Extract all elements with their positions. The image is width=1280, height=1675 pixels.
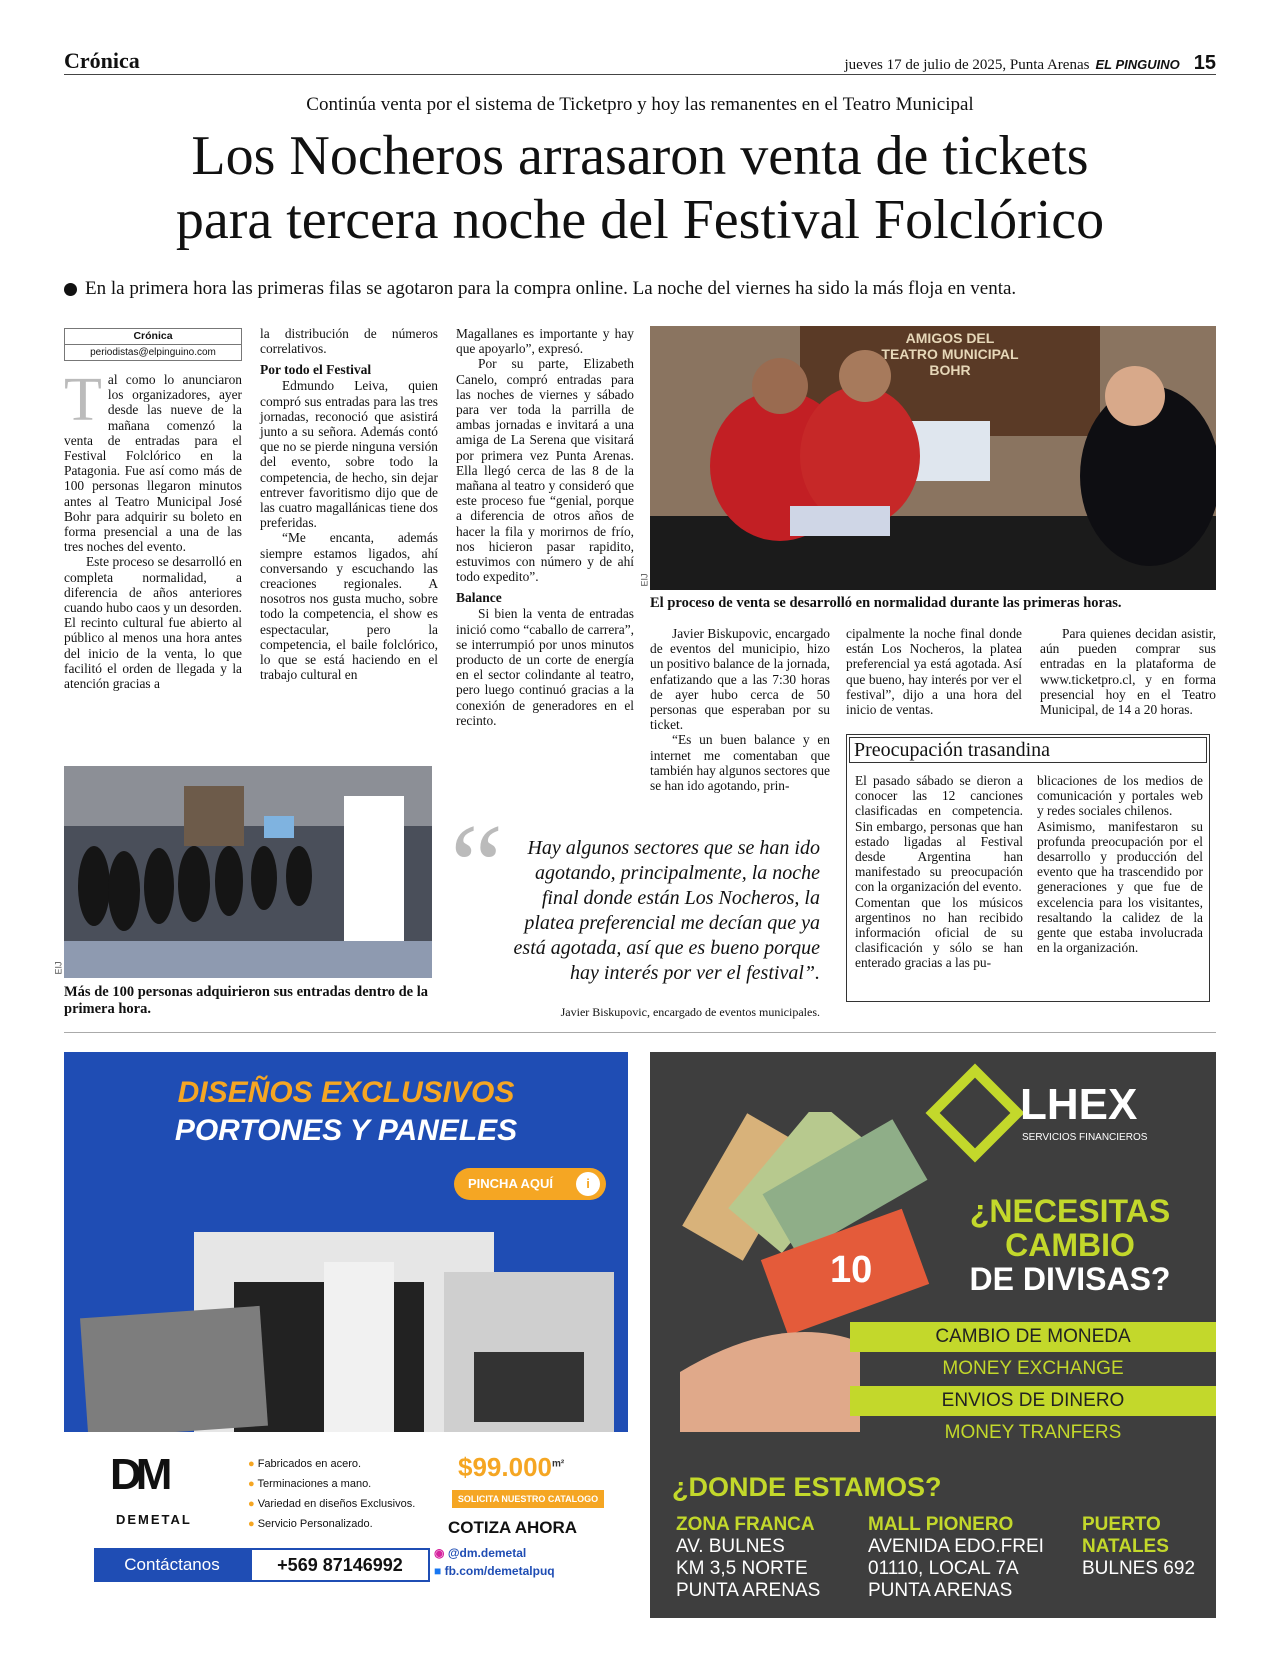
facebook-link[interactable]: ■ fb.com/demetalpuq: [434, 1564, 555, 1578]
banknotes-illustration: [660, 1112, 940, 1432]
check-icon: ●: [248, 1478, 255, 1490]
paragraph: Tal como lo anunciaron los organizadores, ayer desde las nueve de la mañana comenzó la venta de entradas para el Festival Folclórico en la Patagonia. Fue así como más de 100 personas llegaron minutos antes al Teatro Municipal José Bohr para adquirir su boleto en forma presencial a una de las tres noches del evento.: [64, 366, 242, 555]
paragraph: la distribución de números correlativos.: [260, 326, 438, 357]
ad-lhex[interactable]: [650, 1052, 1216, 1618]
quote-author: Javier Biskupovic, encargado de eventos municipales.: [560, 1005, 820, 1019]
banknote-value: 10: [830, 1249, 873, 1291]
photo-queue: [64, 766, 432, 978]
paragraph: cipalmente la noche final donde están Los Nocheros, la platea preferencial ya está agotada. Así que bueno, hay interés por ver el festival”, dijo a una hora del inicio de ventas.: [846, 626, 1022, 718]
byline-name: Crónica: [65, 329, 241, 345]
instagram-link[interactable]: ◉ @dm.demetal: [434, 1546, 527, 1560]
price: $\$99.000^{m^2}$: [458, 1452, 565, 1482]
pincha-button[interactable]: PINCHA AQUÍ i: [454, 1168, 606, 1200]
photo-caption: El proceso de venta se desarrolló en normalidad durante las primeras horas.: [650, 595, 1122, 611]
feature-list: [248, 1454, 415, 1534]
feature-item: ● Servicio Personalizado.: [248, 1518, 373, 1530]
pull-quote: Hay algunos sectores que se han ido agotando, principalmente, la noche final donde están Los Nocheros, la platea preferencial me decían que ya está agotada, así que es bueno porque hay interés por ver el festival”.: [513, 837, 820, 984]
info-icon: i: [576, 1172, 600, 1196]
headline-line-1: Los Nocheros arrasaron venta de tickets: [191, 125, 1089, 187]
quote-mark-icon: “: [450, 799, 504, 932]
paragraph: Por su parte, Elizabeth Canelo, compró entradas para las noches de viernes y sábado para ver toda la parrilla de ambas jornadas e invitará a una amiga de La Serena que visitará por primera vez Punta Arenas. Ella llegó cerca de las 8 de la mañana al teatro y consideró que este proceso fue “genial, porque a diferencia de otros años de hacer la fila y morirnos de frío, nos hicieron pasar rapidito, estuvimos con número y de ahí todo expedito”.: [456, 356, 634, 585]
feature-item: ● Fabricados en acero.: [248, 1458, 362, 1470]
kicker: Continúa venta por el sistema de Ticketpro y hoy las remanentes en el Teatro Municipal: [306, 94, 974, 115]
service-item: MONEY TRANFERS: [944, 1422, 1122, 1443]
photo-credit: EIJ: [639, 573, 650, 587]
brand-name: LHEX: [1020, 1080, 1138, 1129]
feature-item: ● Terminaciones a mano.: [248, 1478, 372, 1490]
cotiza-label: COTIZA AHORA: [448, 1518, 578, 1537]
feature-item: ● Variedad en diseños Exclusivos.: [248, 1498, 416, 1510]
paragraph: Comentan que los músicos argentinos no han recibido información oficial de su clasificación y sólo se han enterado gracias a las pu-: [855, 894, 1023, 971]
paragraph: Edmundo Leiva, quien compró sus entradas para las tres jornadas, reconoció que asistirá junto a su señora. Además contó que no se pierde ninguna versión del evento, sobre todo la competencia, de hecho, sin dejar entrever favoritismo dijo que de las cuatro magallánicas tiene dos preferidas.: [260, 378, 438, 531]
social-links: [434, 1544, 555, 1580]
headline-question: ¿NECESITAS CAMBIO DE DIVISAS?: [969, 1193, 1171, 1297]
header-date: jueves 17 de julio de 2025, Punta Arenas: [844, 57, 1090, 73]
paragraph: Para quienes decidan asistir, aún pueden comprar sus entradas en la plataforma de www.ticketpro.cl, y en forma presencial hoy en el Teatro Municipal, de 14 a 20 horas.: [1040, 626, 1216, 718]
subheading: Por todo el Festival: [260, 362, 372, 378]
column-1: [64, 366, 242, 692]
column-4: [650, 626, 830, 793]
catalog-button[interactable]: SOLICITA NUESTRO CATALOGO: [452, 1490, 604, 1508]
phone-number[interactable]: +569 87146992: [250, 1548, 430, 1582]
ad-footer: [64, 1432, 628, 1618]
newspaper-logo: EL PINGUINO: [1095, 57, 1180, 72]
paragraph: Este proceso se desarrolló en completa normalidad, a diferencia de años anteriores cuando hubo caos y un desorden. El recinto cultural fue abierto al público al menos una hora antes del inicio de la venta, lo que facilitó el orden de llegada y la atención gracias a: [64, 554, 242, 692]
column-6: [1040, 626, 1216, 717]
drop-cap: T: [64, 366, 102, 434]
location-zona-franca: ZONA FRANCA AV. BULNES KM 3,5 NORTE PUNTA ARENAS: [676, 1514, 821, 1601]
check-icon: ●: [248, 1518, 255, 1530]
sidebar-title: Preocupación trasandina: [849, 737, 1207, 763]
header-rule: [64, 74, 1216, 75]
instagram-icon: ◉: [434, 1546, 445, 1560]
paragraph: Javier Biskupovic, encargado de eventos del municipio, hizo un positivo balance de la jornada, enfatizando que a las 7:30 horas de ayer hubo cerca de 50 personas que esperaban por su ticket.: [650, 626, 830, 733]
photo-caption: Más de 100 personas adquirieron sus entradas dentro de la primera hora.: [64, 984, 429, 1017]
ad-demetal[interactable]: [64, 1052, 628, 1618]
contact-label: Contáctanos: [94, 1548, 250, 1582]
column-5: [846, 626, 1022, 717]
page-number: 15: [1193, 52, 1216, 74]
paragraph: Magallanes es importante y hay que apoyarlo”, expresó.: [456, 326, 634, 357]
summary-text: En la primera hora las primeras filas se agotaron para la compra online. La noche del viernes ha sido la más floja en venta.: [85, 278, 1017, 299]
sidebar-box: [846, 734, 1210, 1002]
service-item: CAMBIO DE MONEDA: [850, 1322, 1216, 1352]
section-title: Crónica: [64, 48, 140, 73]
paragraph: “Me encanta, además siempre estamos ligados, ahí conversando y escuchando las creaciones regionales. A nosotros nos gusta mucho, sobre todo la competencia, el show es espectacular, pero la competencia, el baile folclórico, lo que se está haciendo en el trabajo cultural en: [260, 530, 438, 683]
bullet-icon: [64, 283, 77, 296]
paragraph: Si bien la venta de entradas inició como “caballo de carrera”, se interrumpió por unos minutos producto de un corte de energía en el sector colindante al teatro, pero luego continuó gracias a la conexión de generadores en el recinto.: [456, 606, 634, 728]
paragraph: Asimismo, manifestaron su profunda preocupación por el desarrollo y producción del evento que ha trascendido por generaciones y que fue de excelencia para los visitantes, resaltando la calidez de la gente que estaba involucrada en la organización.: [1037, 818, 1203, 956]
service-item: ENVIOS DE DINERO: [850, 1386, 1216, 1416]
location-mall-pionero: MALL PIONERO AVENIDA EDO.FREI 01110, LOCAL 7A PUNTA ARENAS: [868, 1514, 1044, 1601]
subheading: Balance: [456, 590, 502, 606]
paragraph: “Es un buen balance y en internet me comentaban que también hay algunos sectores que se han ido agotando, prin-: [650, 732, 830, 794]
summary: [64, 278, 1016, 300]
demetal-logo-icon: DM: [110, 1450, 167, 1499]
headline-line-2: para tercera noche del Festival Folclórico: [175, 189, 1105, 251]
service-item: MONEY EXCHANGE: [942, 1358, 1124, 1379]
brand-name: DEMETAL: [116, 1512, 192, 1527]
paragraph: blicaciones de los medios de comunicación y portales web y redes sociales chilenos.: [1037, 773, 1203, 819]
ad-headline-1: DISEÑOS EXCLUSIVOS: [177, 1076, 515, 1109]
column-3: [456, 326, 634, 728]
sign-text: AMIGOS DEL TEATRO MUNICIPAL BOHR: [881, 330, 1019, 378]
byline: [64, 328, 242, 361]
sidebar-column-2: [1037, 773, 1203, 955]
check-icon: ●: [248, 1498, 255, 1510]
section-divider: [64, 1032, 1216, 1033]
paragraph: El pasado sábado se dieron a conocer las 12 canciones clasificadas en competencia. Sin embargo, personas que han estado ligadas al Festival desde Argentina han manifestado su preocupación con la organización del evento.: [855, 773, 1023, 895]
gates-illustration: [64, 1202, 628, 1442]
brand-subtitle: SERVICIOS FINANCIEROS: [1022, 1132, 1148, 1143]
byline-email: periodistas@elpinguino.com: [90, 347, 216, 358]
photo-credit: EIJ: [53, 961, 64, 975]
photo-ticket-counter: [650, 326, 1216, 590]
location-puerto-natales: PUERTO NATALES BULNES 692: [1082, 1514, 1196, 1579]
photo-queue-illustration: [64, 766, 432, 978]
ad-headline-2: PORTONES Y PANELES: [174, 1114, 518, 1147]
facebook-icon: ■: [434, 1564, 442, 1578]
where-title: ¿DONDE ESTAMOS?: [672, 1472, 942, 1502]
headline: [40, 124, 1240, 252]
column-2: [260, 326, 438, 682]
sidebar-column-1: [855, 773, 1023, 971]
check-icon: ●: [248, 1458, 255, 1470]
header-meta: [845, 52, 1217, 75]
lhex-logo-icon: [926, 1064, 1025, 1163]
